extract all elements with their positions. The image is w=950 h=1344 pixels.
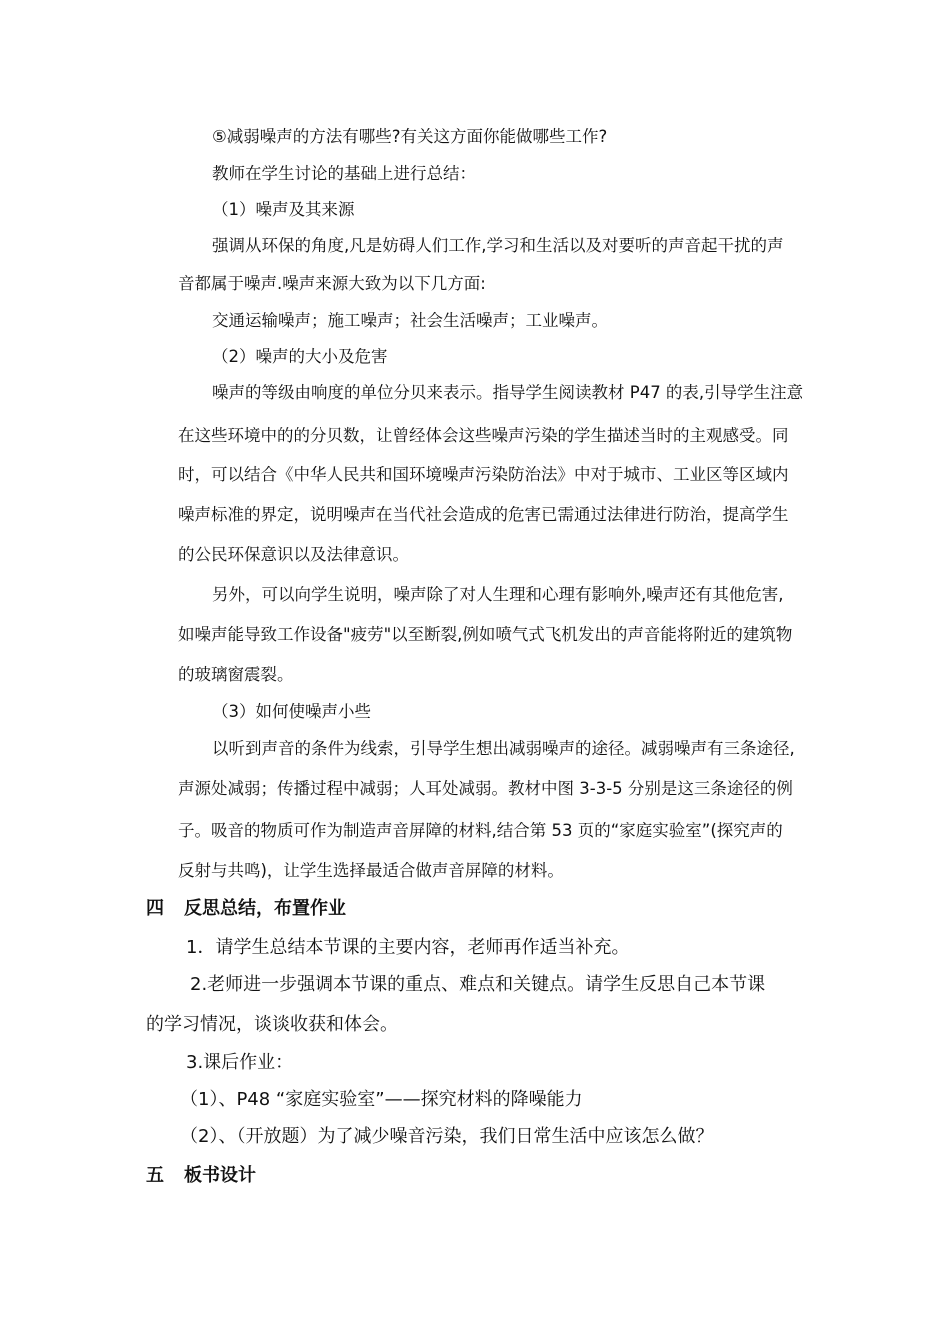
subheading: （1）噪声及其来源 [212,200,355,219]
paragraph-line: 声源处减弱；传播过程中减弱；人耳处减弱。教材中图 3-3-5 分别是这三条途径的例 [178,779,793,798]
section-title: 板书设计 [184,1165,256,1186]
paragraph-line: 在这些环境中的的分贝数，让曾经体会这些噪声污染的学生描述当时的主观感受。同 [178,426,789,445]
homework-item: （2）、（开放题）为了减少噪音污染，我们日常生活中应该怎么做？ [180,1126,714,1147]
paragraph-line: 2.老师进一步强调本节课的重点、难点和关键点。请学生反思自己本节课 [190,974,766,995]
section-heading [146,1167,256,1185]
section-number: 五 [146,1165,164,1186]
paragraph-line: ⑤减弱噪声的方法有哪些?有关这方面你能做哪些工作? [212,127,608,146]
paragraph-line: 的学习情况，谈谈收获和体会。 [146,1014,398,1035]
subheading: （3）如何使噪声小些 [212,702,371,721]
homework-item: （1）、P48 “家庭实验室”——探究材料的降噪能力 [180,1089,583,1110]
paragraph-line: 噪声标准的界定，说明噪声在当代社会造成的危害已需通过法律进行防治，提高学生 [178,505,789,524]
section-title: 反思总结，布置作业 [184,898,346,919]
paragraph-line: 强调从环保的角度,凡是妨碍人们工作,学习和生活以及对要听的声音起干扰的声 [212,236,784,255]
paragraph-line: 如噪声能导致工作设备"疲劳"以至断裂,例如喷气式飞机发出的声音能将附近的建筑物 [178,625,793,644]
paragraph-line: 的公民环保意识以及法律意识。 [178,545,409,564]
paragraph-line: 以听到声音的条件为线索，引导学生想出减弱噪声的途径。减弱噪声有三条途径, [212,739,795,758]
paragraph-line: 3.课后作业： [186,1052,294,1073]
paragraph-line: 噪声的等级由响度的单位分贝来表示。指导学生阅读教材 P47 的表,引导学生注意 [212,383,804,402]
paragraph-line: 教师在学生讨论的基础上进行总结： [212,164,476,183]
section-heading [146,900,346,918]
paragraph-line: 交通运输噪声；施工噪声；社会生活噪声；工业噪声。 [212,311,608,330]
paragraph-line: 另外，可以向学生说明，噪声除了对人生理和心理有影响外,噪声还有其他危害, [212,585,784,604]
paragraph-line: 的玻璃窗震裂。 [178,665,294,684]
paragraph-line: 1．请学生总结本节课的主要内容，老师再作适当补充。 [186,937,630,958]
section-number: 四 [146,898,164,919]
paragraph-line: 子。吸音的物质可作为制造声音屏障的材料,结合第 53 页的“家庭实验室”(探究声的 [178,821,783,840]
paragraph-line: 反射与共鸣)，让学生选择最适合做声音屏障的材料。 [178,861,564,880]
subheading: （2）噪声的大小及危害 [212,347,388,366]
paragraph-line: 时，可以结合《中华人民共和国环境噪声污染防治法》中对于城市、工业区等区域内 [178,465,789,484]
paragraph-line: 音都属于噪声.噪声来源大致为以下几方面: [178,274,486,293]
